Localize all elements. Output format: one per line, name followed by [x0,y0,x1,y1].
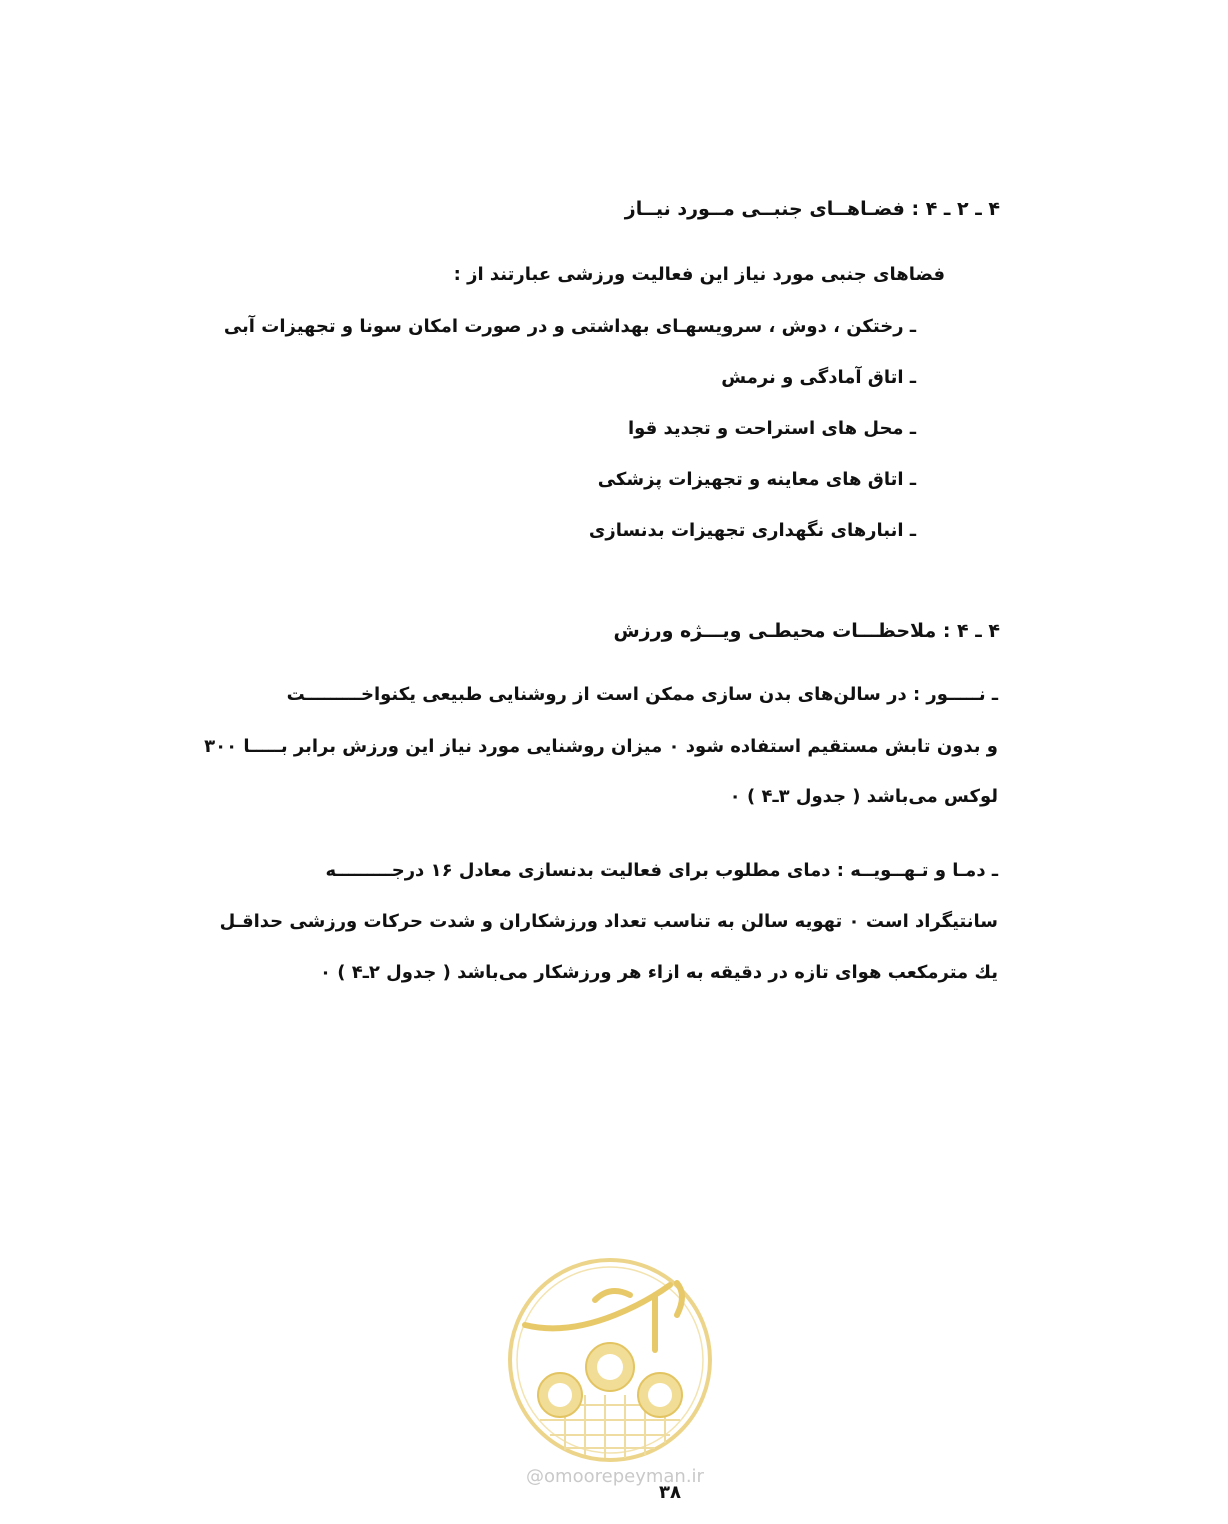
paragraph-light-line: ـ نـــــور : در سالن‌های بدن سازی ممکن است از روشنایی طبیعی یکنواخـــــــــت [286,684,998,705]
paragraph-light-line: و بدون تابش مستقیم استفاده شود ۰ میزان روشنایی مورد نیاز این ورزش برابر بـــــا ۳۰۰ [204,736,998,757]
list-item: ـ محل های استراحت و تجدید قوا [628,418,916,439]
list-item: ـ اتاق های معاینه و تجهیزات پزشکی [597,469,916,490]
section-heading-side-spaces: ۴ ـ ۲ ـ ۴ : فضـاهــای جنبــی مــورد نیــاز [624,198,1000,220]
section-heading-environment: ۴ ـ ۴ : ملاحظـــات محیطـی ویـــژه ورزش [613,620,1000,642]
list-item: ـ اتاق آمادگی و نرمش [721,367,916,388]
list-item: ـ انبارهای نگهداری تجهیزات بدنسازی [588,520,916,541]
paragraph-temp-line: سانتیگراد است ۰ تهویه سالن به تناسب تعداد ورزشکاران و شدت حرکات ورزشی حداقـل [219,911,998,932]
list-item: ـ رختکن ، دوش ، سرویسهـای بهداشتی و در صورت امکان سونا و تجهیزات آبی [223,316,916,337]
omoorepeyman-seal-icon [505,1255,715,1465]
paragraph-light-line: لوکس می‌باشد ( جدول ۳ـ۴ ) ۰ [729,786,998,807]
section-intro: فضاهای جنبی مورد نیاز این فعالیت ورزشی عبارتند از : [453,264,945,285]
page-number: ۳۸ [659,1482,681,1503]
paragraph-temp-line: یك مترمکعب هوای تازه در دقیقه به ازاء هر ورزشکار می‌باشد ( جدول ۲ـ۴ ) ۰ [319,962,998,983]
paragraph-temp-line: ـ دمـا و تـهــویــه : دمای مطلوب برای فعالیت بدنسازی معادل ۱۶ درجـــــــــه [325,860,998,881]
watermark-url: @omoorepeyman.ir [526,1466,704,1487]
